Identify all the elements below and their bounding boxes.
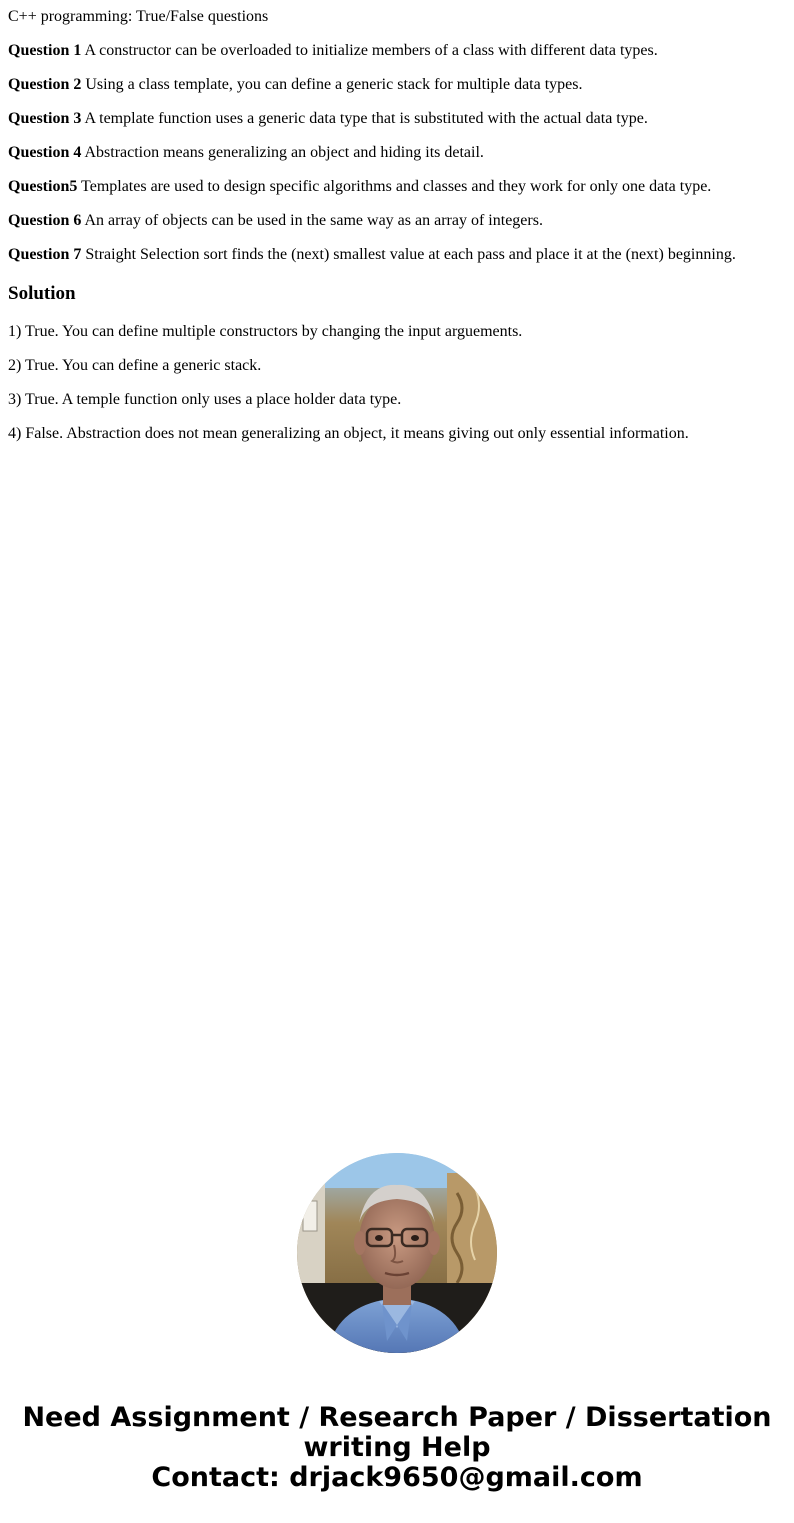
promo-banner xyxy=(0,1403,794,1493)
author-avatar xyxy=(297,1153,497,1353)
answer-1: 1) True. You can define multiple constructors by changing the input arguements. xyxy=(8,323,523,340)
question-1 xyxy=(8,42,658,60)
solution-heading: Solution xyxy=(8,283,76,304)
document-title: C++ programming: True/False questions xyxy=(8,8,269,25)
author-portrait-image xyxy=(297,1153,497,1353)
question-text: Abstraction means generalizing an object and hiding its detail. xyxy=(81,144,484,161)
question-text: A constructor can be overloaded to initialize members of a class with different data types. xyxy=(81,42,658,59)
answer-3: 3) True. A temple function only uses a place holder data type. xyxy=(8,391,402,408)
question-7 xyxy=(8,246,736,264)
question-text: A template function uses a generic data type that is substituted with the actual data type. xyxy=(81,110,648,127)
promo-line-2: writing Help xyxy=(303,1432,491,1463)
answer-4: 4) False. Abstraction does not mean generalizing an object, it means giving out only essential information. xyxy=(8,425,689,442)
answer-2: 2) True. You can define a generic stack. xyxy=(8,357,262,374)
promo-line-1: Need Assignment / Research Paper / Dissertation xyxy=(22,1402,772,1433)
question-label: Question 2 xyxy=(8,76,82,93)
promo-contact: Contact: drjack9650@gmail.com xyxy=(151,1462,643,1493)
question-label: Question 7 xyxy=(8,246,82,263)
question-label: Question5 xyxy=(8,178,78,195)
question-2 xyxy=(8,76,583,94)
question-text: Using a class template, you can define a generic stack for multiple data types. xyxy=(81,76,583,93)
question-4 xyxy=(8,144,484,162)
question-label: Question 1 xyxy=(8,42,82,59)
question-label: Question 4 xyxy=(8,144,82,161)
question-6 xyxy=(8,212,543,230)
question-text: An array of objects can be used in the same way as an array of integers. xyxy=(81,212,543,229)
question-5 xyxy=(8,178,711,196)
question-text: Straight Selection sort finds the (next) smallest value at each pass and place it at the (next) beginning. xyxy=(81,246,736,263)
question-text: Templates are used to design specific algorithms and classes and they work for only one data type. xyxy=(77,178,712,195)
question-label: Question 6 xyxy=(8,212,82,229)
question-label: Question 3 xyxy=(8,110,82,127)
question-3 xyxy=(8,110,648,128)
